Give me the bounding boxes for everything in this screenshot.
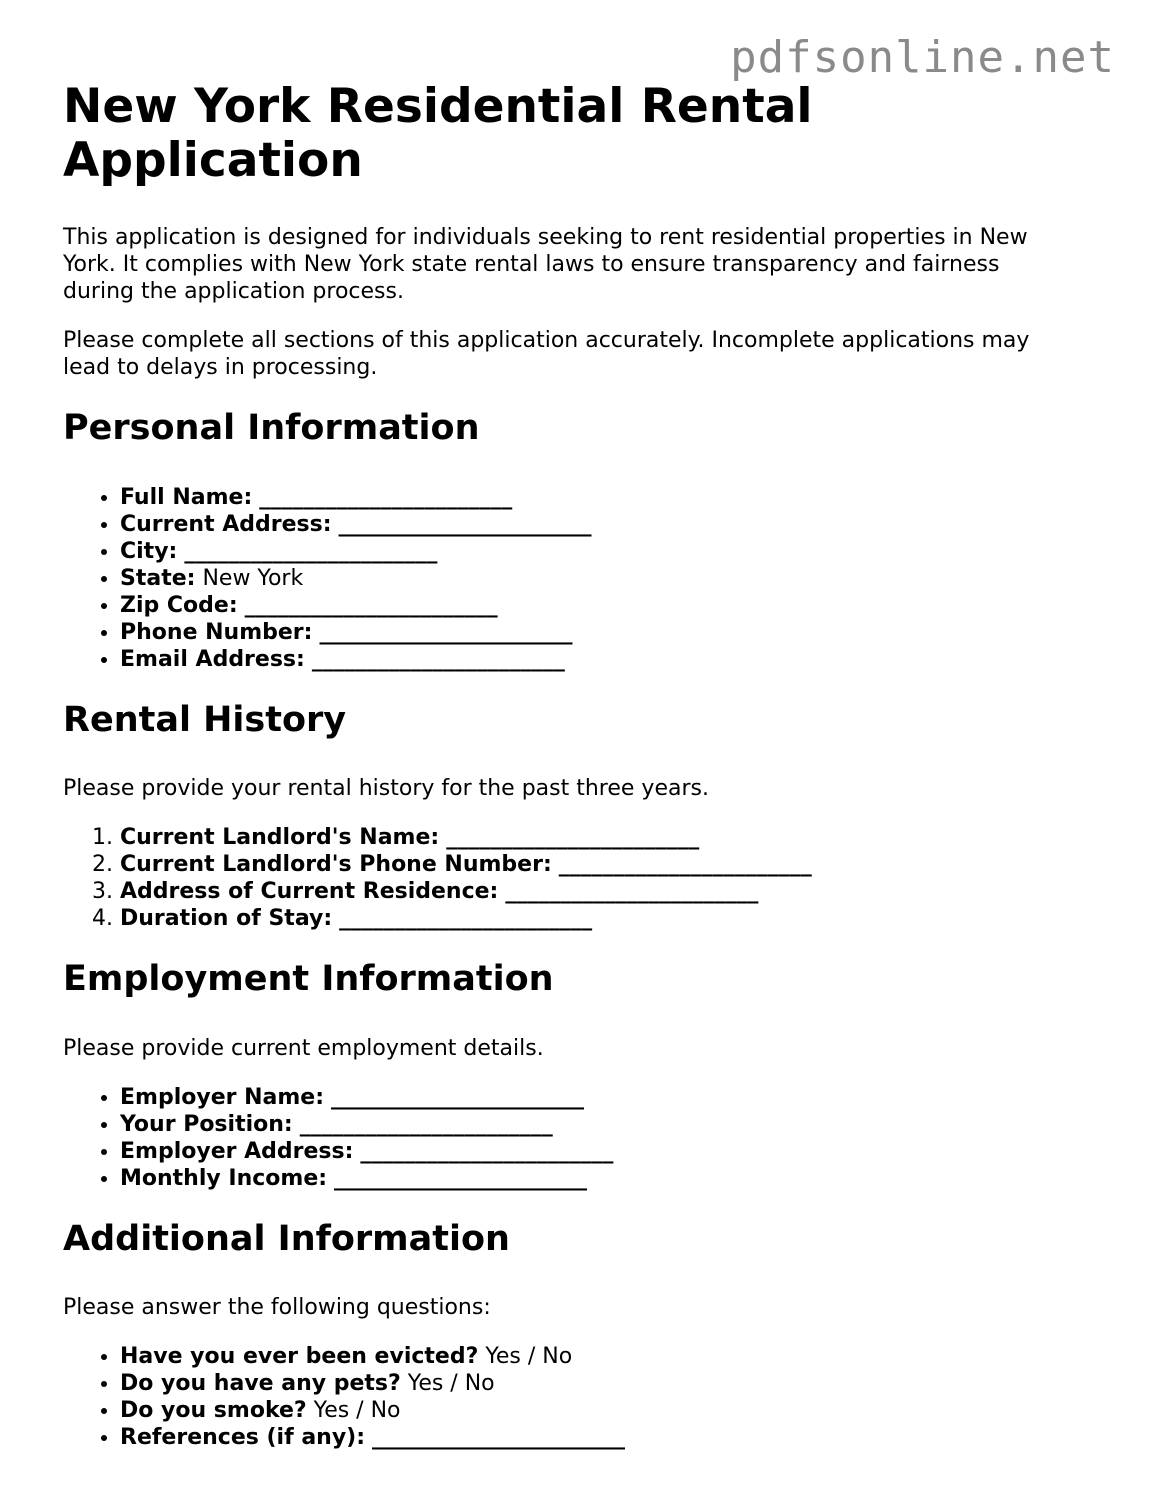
field-landlord-name [120,824,1073,851]
question-label: Have you ever been evicted? [120,1344,479,1370]
additional-info-list [63,1343,1073,1451]
field-label: Zip Code: [120,592,238,618]
field-label: References (if any): [120,1425,366,1451]
field-duration-of-stay [120,905,1073,932]
field-label: Employer Name: [120,1084,325,1110]
field-zip-code [120,592,1073,619]
field-current-residence [120,878,1073,905]
field-value: New York [202,565,304,591]
fill-blank[interactable]: _______________________ [339,906,593,932]
field-label: Full Name: [120,484,253,510]
page-title: New York Residential Rental Application [63,79,813,189]
fill-blank[interactable]: _______________________ [334,1165,588,1191]
field-label: State: [120,565,196,591]
field-employer-name [120,1084,1073,1111]
fill-blank[interactable]: _______________________ [299,1111,553,1137]
employment-info-list [63,1084,1073,1192]
field-landlord-phone [120,851,1073,878]
additional-description: Please answer the following questions: [63,1295,491,1321]
fill-blank[interactable]: _______________________ [331,1084,585,1110]
watermark: pdfsonline.net [730,32,1115,83]
field-city [120,538,1073,565]
fill-blank[interactable]: _______________________ [311,646,565,672]
fill-blank[interactable]: _______________________ [360,1138,614,1164]
section-heading-employment: Employment Information [63,959,554,1000]
personal-info-list [63,484,1073,673]
field-label: Current Address: [120,511,332,537]
question-pets [120,1370,1073,1397]
field-current-address [120,511,1073,538]
fill-blank[interactable]: _______________________ [558,852,812,878]
question-label: Do you have any pets? [120,1371,401,1397]
field-email-address [120,646,1073,673]
rental-history-list [63,824,1073,932]
document-page [63,80,1073,1473]
fill-blank[interactable]: _______________________ [505,879,759,905]
employment-description: Please provide current employment details. [63,1035,544,1061]
fill-blank[interactable]: _______________________ [319,619,573,645]
field-state [120,565,1073,592]
question-smoke [120,1397,1073,1424]
answer-options[interactable]: Yes / No [485,1344,573,1370]
field-label: Email Address: [120,646,305,672]
answer-options[interactable]: Yes / No [407,1371,495,1397]
field-phone-number [120,619,1073,646]
field-monthly-income [120,1165,1073,1192]
rental-description: Please provide your rental history for the past three years. [63,776,709,802]
field-label: Your Position: [120,1111,293,1137]
field-full-name [120,484,1073,511]
field-references [120,1424,1073,1451]
intro-paragraph-1: This application is designed for individuals seeking to rent residential properties in New York. It complies with New York state rental laws to ensure transparency and fairness during the application process. [63,225,1028,305]
field-employer-address [120,1138,1073,1165]
section-heading-additional: Additional Information [63,1218,510,1259]
field-label: Address of Current Residence: [120,879,499,905]
fill-blank[interactable]: _______________________ [244,592,498,618]
section-heading-personal: Personal Information [63,408,480,449]
answer-options[interactable]: Yes / No [313,1398,401,1424]
fill-blank[interactable]: _______________________ [184,538,438,564]
question-label: Do you smoke? [120,1398,307,1424]
field-label: Employer Address: [120,1138,354,1164]
field-label: Duration of Stay: [120,906,333,932]
fill-blank[interactable]: _______________________ [259,484,513,510]
fill-blank[interactable]: _______________________ [372,1425,626,1451]
section-heading-rental: Rental History [63,699,347,740]
field-label: Current Landlord's Name: [120,825,440,851]
fill-blank[interactable]: _______________________ [338,511,592,537]
question-evicted [120,1343,1073,1370]
field-label: Monthly Income: [120,1165,328,1191]
field-label: Phone Number: [120,619,313,645]
field-label: City: [120,538,178,564]
fill-blank[interactable]: _______________________ [446,825,700,851]
intro-paragraph-2: Please complete all sections of this application accurately. Incomplete applications may lead to delays in processing. [63,328,1030,381]
field-label: Current Landlord's Phone Number: [120,852,552,878]
field-position [120,1111,1073,1138]
